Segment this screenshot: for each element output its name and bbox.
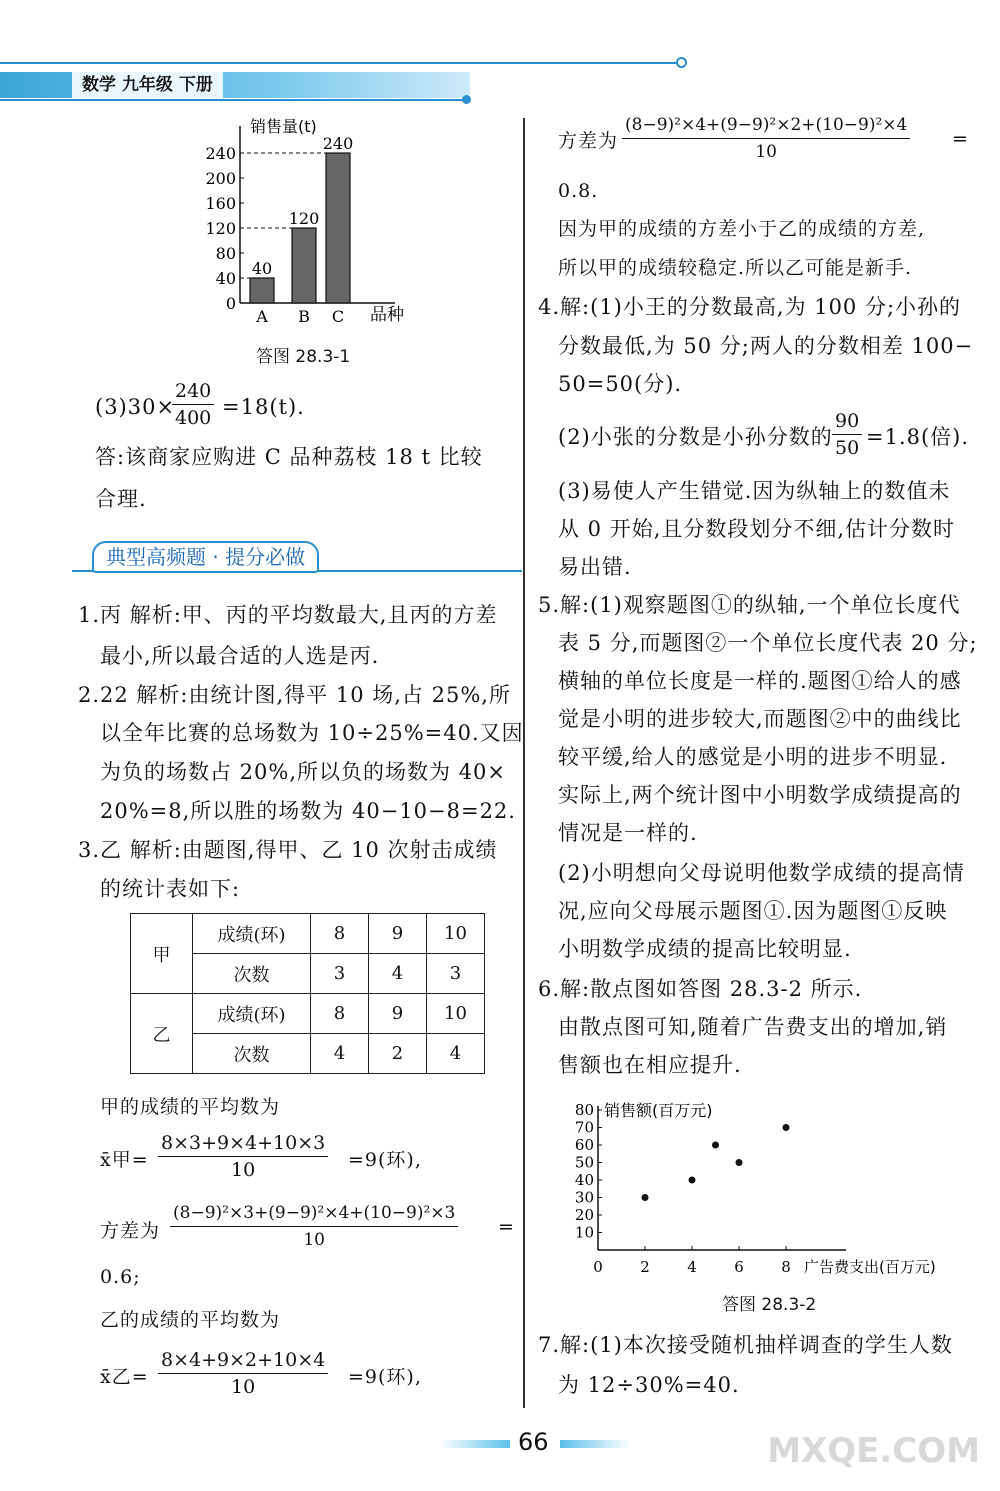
q7-line-1: 7.解:(1)本次接受随机抽样调查的学生人数 — [538, 1333, 953, 1357]
q4-line-1: 4.解:(1)小王的分数最高,为 100 分;小孙的 — [538, 295, 962, 319]
conclusion-line-1: 因为甲的成绩的方差小于乙的成绩的方差, — [558, 218, 926, 240]
problem-1-line-1: 1.丙 解析:甲、丙的平均数最大,且丙的方差 — [78, 603, 498, 627]
jia-mean-denominator: 10 — [231, 1159, 256, 1181]
y-tick-label: 0 — [225, 294, 236, 313]
table-cell: 10 — [427, 994, 485, 1034]
table-cell: 9 — [369, 994, 427, 1034]
data-point — [712, 1142, 719, 1149]
problem-3-line-1: 3.乙 解析:由题图,得甲、乙 10 次射击成绩 — [78, 838, 498, 862]
yi-variance-denominator: 10 — [755, 142, 777, 162]
yi-mean-numerator: 8×4+9×2+10×4 — [158, 1347, 328, 1374]
x-tick-label: 4 — [687, 1258, 697, 1276]
y-tick-label: 50 — [574, 1153, 594, 1172]
header-rule — [0, 62, 682, 64]
y-tick-label: 10 — [574, 1223, 594, 1242]
jia-variance-eq: = — [498, 1216, 515, 1238]
bar-data-label: 120 — [288, 209, 320, 228]
y-tick-label: 20 — [574, 1206, 594, 1224]
yi-variance-lhs: 方差为 — [558, 130, 619, 152]
q4-2-fraction — [832, 408, 862, 461]
y-tick-label: 30 — [574, 1188, 594, 1207]
q5-line-7: 情况是一样的. — [558, 821, 698, 845]
table-cell: 成绩(环) — [193, 994, 311, 1034]
jia-variance-value: 0.6; — [100, 1266, 141, 1288]
y-tick-label: 160 — [205, 194, 236, 213]
page-number: 66 — [518, 1428, 549, 1456]
table-cell: 8 — [311, 994, 369, 1034]
table-cell: 9 — [369, 914, 427, 954]
jia-mean-rhs: =9(环), — [348, 1149, 422, 1171]
yi-mean-denominator: 10 — [231, 1376, 256, 1398]
q5-line-2: 表 5 分,而题图②一个单位长度代表 20 分; — [558, 631, 978, 655]
q4-2-numerator: 90 — [832, 408, 862, 435]
yi-variance-numerator: (8−9)²×4+(9−9)²×2+(10−9)²×4 — [622, 112, 910, 139]
q4-2-suffix: =1.8(倍). — [866, 425, 970, 449]
table-cell-yi: 乙 — [131, 994, 193, 1074]
x-tick-label: 8 — [781, 1258, 791, 1276]
q4-3-line-3: 易出错. — [558, 555, 632, 579]
y-tick-label: 240 — [205, 144, 236, 163]
y-tick-label: 40 — [574, 1171, 594, 1189]
y-tick-label: 80 — [215, 244, 236, 263]
q5-line-10: 小明数学成绩的提高比较明显. — [558, 937, 852, 961]
x-tick-label: B — [298, 307, 310, 326]
y-tick-label: 60 — [574, 1136, 594, 1154]
q3-suffix: =18(t). — [222, 395, 305, 419]
table-cell: 次数 — [193, 1034, 311, 1074]
problem-3-line-2: 的统计表如下: — [100, 877, 241, 901]
footer-decoration-left — [440, 1440, 510, 1448]
table-cell: 3 — [427, 954, 485, 994]
q3-fraction — [172, 378, 214, 431]
q4-2-prefix: (2)小张的分数是小孙分数的 — [558, 425, 833, 449]
q4-line-2: 分数最低,为 50 分;两人的分数相差 100− — [558, 334, 974, 358]
problem-2-line-4: 20%=8,所以胜的场数为 40−10−8=22. — [100, 799, 516, 823]
table-cell: 成绩(环) — [193, 914, 311, 954]
y-tick-label: 80 — [574, 1101, 594, 1119]
watermark: MXQE.COM — [767, 1431, 980, 1471]
problem-2-line-1: 2.22 解析:由统计图,得平 10 场,占 25%,所 — [78, 683, 511, 707]
table-cell: 4 — [369, 954, 427, 994]
table-cell: 10 — [427, 914, 485, 954]
q7-line-2: 为 12÷30%=40. — [558, 1373, 740, 1397]
yi-variance-eq: = — [952, 128, 969, 150]
q5-line-8: (2)小明想向父母说明他数学成绩的提高情 — [558, 861, 965, 885]
jia-mean-lhs: x̄甲= — [100, 1149, 149, 1171]
table-cell: 2 — [369, 1034, 427, 1074]
jia-mean-numerator: 8×3+9×4+10×3 — [158, 1130, 328, 1157]
bar-chart-caption: 答图 28.3-1 — [256, 347, 351, 367]
bar — [292, 228, 316, 303]
y-axis-label: 销售额(百万元) — [604, 1101, 713, 1120]
header-band — [0, 72, 470, 98]
q5-line-3: 横轴的单位长度是一样的.题图①给人的感 — [558, 669, 962, 693]
bar-data-label: 40 — [251, 259, 273, 278]
score-table — [130, 913, 485, 1074]
q6-line-3: 售额也在相应提升. — [558, 1053, 742, 1077]
jia-variance-lhs: 方差为 — [100, 1220, 161, 1242]
answer-line-2: 合理. — [95, 487, 147, 511]
bar-data-label: 240 — [322, 134, 354, 153]
table-row — [131, 994, 485, 1034]
scatter-chart-caption: 答图 28.3-2 — [722, 1295, 817, 1315]
q5-line-6: 实际上,两个统计图中小明数学成绩提高的 — [558, 783, 962, 807]
q4-3-line-1: (3)易使人产生错觉.因为纵轴上的数值未 — [558, 479, 951, 503]
jia-mean-text: 甲的成绩的平均数为 — [100, 1096, 281, 1118]
x-tick-label: A — [256, 307, 268, 326]
table-cell: 次数 — [193, 954, 311, 994]
yi-mean-text: 乙的成绩的平均数为 — [100, 1309, 281, 1331]
y-tick-label: 40 — [215, 269, 236, 288]
data-point — [689, 1177, 696, 1184]
header-underline — [0, 99, 470, 101]
q4-3-line-2: 从 0 开始,且分数段划分不细,估计分数时 — [558, 517, 956, 541]
table-cell-jia: 甲 — [131, 914, 193, 994]
x-axis-label: 广告费支出(百万元) — [804, 1258, 936, 1276]
q5-line-1: 5.解:(1)观察题图①的纵轴,一个单位长度代 — [538, 593, 961, 617]
yi-mean-rhs: =9(环), — [348, 1366, 422, 1388]
scatter-chart — [560, 1090, 980, 1280]
header-title: 数学 九年级 下册 — [72, 72, 223, 98]
section-title: 典型高频题 · 提分必做 — [92, 541, 319, 573]
table-cell: 3 — [311, 954, 369, 994]
data-point — [783, 1124, 790, 1131]
table-cell: 4 — [311, 1034, 369, 1074]
jia-variance-denominator: 10 — [303, 1230, 325, 1250]
x-tick-label: 0 — [593, 1258, 603, 1276]
q5-line-4: 觉是小明的进步较大,而题图②中的曲线比 — [558, 707, 962, 731]
footer-decoration-right — [560, 1440, 630, 1448]
yi-variance-fraction — [622, 112, 910, 165]
column-divider — [523, 118, 525, 1408]
yi-variance-value: 0.8. — [558, 180, 599, 202]
q3-prefix: (3)30× — [95, 395, 176, 419]
header-underline-dot-icon — [462, 95, 471, 104]
problem-2-line-2: 以全年比赛的总场数为 10÷25%=40.又因 — [100, 721, 524, 745]
x-tick-label: 6 — [734, 1258, 744, 1276]
q5-line-5: 较平缓,给人的感觉是小明的进步不明显. — [558, 745, 948, 769]
problem-2-line-3: 为负的场数占 20%,所以负的场数为 40× — [100, 760, 507, 784]
jia-mean-fraction — [158, 1130, 328, 1183]
q4-2-denominator: 50 — [835, 437, 860, 459]
bar — [326, 153, 350, 303]
header-rule-end-icon — [676, 57, 687, 68]
q4-line-3: 50=50(分). — [558, 372, 683, 396]
y-tick-label: 70 — [574, 1118, 594, 1137]
x-tick-label: C — [331, 307, 345, 326]
q5-line-9: 况,应向父母展示题图①.因为题图①反映 — [558, 899, 948, 923]
x-tick-label: 2 — [640, 1258, 650, 1276]
conclusion-line-2: 所以甲的成绩较稳定.所以乙可能是新手. — [558, 257, 913, 279]
q6-line-1: 6.解:散点图如答图 28.3-2 所示. — [538, 977, 863, 1001]
answer-line-1: 答:该商家应购进 C 品种荔枝 18 t 比较 — [95, 445, 483, 469]
table-cell: 8 — [311, 914, 369, 954]
data-point — [642, 1194, 649, 1201]
data-point — [736, 1159, 743, 1166]
q3-numerator: 240 — [172, 378, 214, 405]
q6-line-2: 由散点图可知,随着广告费支出的增加,销 — [558, 1015, 948, 1039]
bar-chart — [190, 118, 420, 328]
jia-variance-fraction — [170, 1200, 458, 1253]
table-cell: 4 — [427, 1034, 485, 1074]
problem-1-line-2: 最小,所以最合适的人选是丙. — [100, 644, 380, 668]
y-tick-label: 120 — [205, 219, 236, 238]
y-axis-label: 销售量(t) — [250, 118, 317, 136]
yi-mean-fraction — [158, 1347, 328, 1400]
jia-variance-numerator: (8−9)²×3+(9−9)²×4+(10−9)²×3 — [170, 1200, 458, 1227]
bar — [250, 278, 274, 303]
table-row — [131, 914, 485, 954]
yi-mean-lhs: x̄乙= — [100, 1366, 149, 1388]
y-tick-label: 200 — [205, 169, 236, 188]
q3-denominator: 400 — [175, 407, 212, 429]
x-axis-label: 品种 — [370, 305, 404, 325]
